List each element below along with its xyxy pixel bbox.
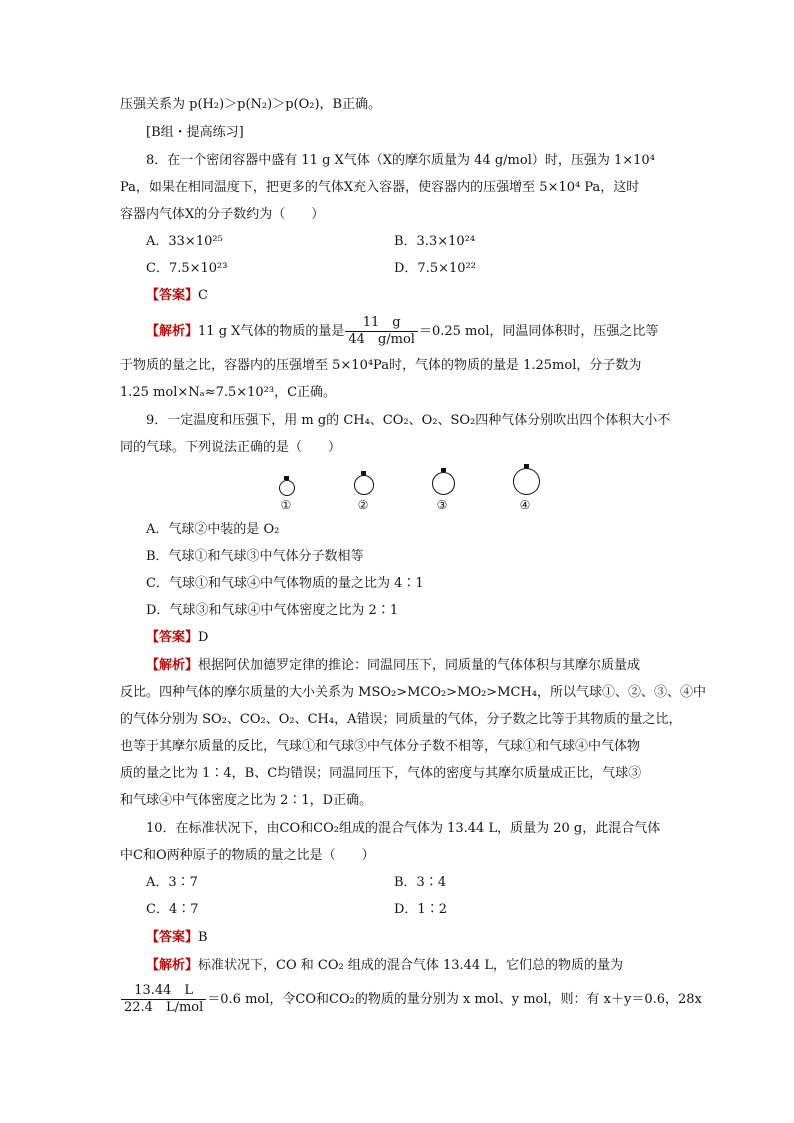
q10-option-c: C．4∶7 <box>146 902 199 917</box>
q9-option-d: D．气球③和气球④中气体密度之比为 2∶1 <box>146 603 399 618</box>
fraction-numerator: 13.44 L <box>121 983 206 1000</box>
analysis-tag: 【解析】 <box>146 658 199 673</box>
q8-analysis-line1 <box>146 314 706 350</box>
q8-answer-value: C <box>198 288 208 303</box>
q8-option-d: D．7.5×10²² <box>394 261 476 276</box>
q9-option-b: B．气球①和气球③中气体分子数相等 <box>146 549 364 564</box>
q10-option-b: B．3∶4 <box>394 875 447 890</box>
balloon-label: ② <box>357 498 369 512</box>
q9-answer <box>146 628 706 648</box>
q10-option-a: A．3∶7 <box>146 875 198 890</box>
q10-stem-line2: 中C和O两种原子的物质的量之比是（ ） <box>120 848 375 863</box>
q8-fraction <box>345 315 418 348</box>
q10-fraction <box>121 983 206 1016</box>
q8-stem-line2: Pa，如果在相同温度下，把更多的气体X充入容器，使容器内的压强增至 5×10⁴ Pa，这时 <box>120 180 640 195</box>
prev-analysis-end: 压强关系为 p(H₂)＞p(N₂)＞p(O₂)，B正确。 <box>120 97 382 112</box>
answer-tag: 【答案】 <box>146 288 199 303</box>
q9-analysis-line6: 和气球④中气体密度之比为 2∶1，D正确。 <box>120 793 373 808</box>
q10-analysis-line2 <box>120 982 702 1018</box>
q10-analysis-text: ＝0.6 mol，令CO和CO₂的物质的量分别为 x mol、y mol，则：有 x＋y＝0.6，28x <box>207 992 702 1007</box>
q8-option-b: B．3.3×10²⁴ <box>394 234 476 249</box>
q8-analysis-text: ＝0.25 mol，同温同体积时，压强之比等 <box>418 324 659 339</box>
answer-tag: 【答案】 <box>146 930 199 945</box>
analysis-tag: 【解析】 <box>146 324 199 339</box>
q10-answer <box>146 928 706 948</box>
q8-analysis-line3: 1.25 mol×Nₐ≈7.5×10²³，C正确。 <box>120 385 337 400</box>
q9-analysis-line5: 质的量之比为 1∶4，B、C均错误；同温同压下，气体的密度与其摩尔质量成正比，气球③ <box>120 766 642 781</box>
fraction-denominator: 44 g/mol <box>348 332 415 347</box>
q8-answer <box>146 286 706 306</box>
q8-analysis-text: 11 g X气体的物质的量是 <box>198 324 345 339</box>
q10-answer-value: B <box>198 930 208 945</box>
q10-analysis-text: 标准状况下，CO 和 CO₂ 组成的混合气体 13.44 L，它们总的物质的量为 <box>198 958 623 973</box>
q9-analysis-line1 <box>146 656 706 676</box>
q8-stem-line3: 容器内气体X的分子数约为（ ） <box>120 207 325 222</box>
q9-stem-line1: 9．一定温度和压强下，用 m g的 CH₄、CO₂、O₂、SO₂四种气体分别吹出四个体积大小不 <box>146 413 671 428</box>
balloon-label: ① <box>280 498 292 512</box>
fraction-numerator: 11 g <box>345 315 418 332</box>
section-heading: [B组・提高练习] <box>146 125 244 140</box>
q8-stem-line1: 8．在一个密闭容器中盛有 11 g X气体（X的摩尔质量为 44 g/mol）时，压强为 1×10⁴ <box>146 153 655 168</box>
fraction-denominator: 22.4 L/mol <box>124 1000 204 1015</box>
q8-analysis-line2: 于物质的量之比，容器内的压强增至 5×10⁴Pa时，气体的物质的量是 1.25mol，分子数为 <box>120 358 642 373</box>
q10-option-d: D．1∶2 <box>394 902 447 917</box>
balloon-label: ③ <box>436 498 448 512</box>
q9-option-a: A．气球②中装的是 O₂ <box>146 522 280 537</box>
q9-stem-line2: 同的气球。下列说法正确的是（ ） <box>120 440 342 455</box>
analysis-tag: 【解析】 <box>146 958 199 973</box>
q9-option-c: C．气球①和气球④中气体物质的量之比为 4∶1 <box>146 576 424 591</box>
q9-analysis-text: 根据阿伏加德罗定律的推论：同温同压下，同质量的气体体积与其摩尔质量成 <box>198 658 641 673</box>
balloon-label: ④ <box>519 498 531 512</box>
answer-tag: 【答案】 <box>146 630 199 645</box>
q9-analysis-line3: 的气体分别为 SO₂、CO₂、O₂、CH₄，A错误；同质量的气体，分子数之比等于其物质的量之比， <box>120 712 682 727</box>
q10-analysis-line1 <box>146 956 706 976</box>
q9-analysis-line4: 也等于其摩尔质量的反比，气球①和气球③中气体分子数不相等，气球①和气球④中气体物 <box>120 739 641 754</box>
q8-option-c: C．7.5×10²³ <box>146 261 228 276</box>
q10-stem-line1: 10．在标准状况下，由CO和CO₂组成的混合气体为 13.44 L，质量为 20 g，此混合气体 <box>146 821 661 836</box>
q9-analysis-line2: 反比。四种气体的摩尔质量的大小关系为 MSO₂>MCO₂>MO₂>MCH₄，所以气球①、②、③、④中 <box>120 685 707 700</box>
balloon-figure <box>275 468 555 518</box>
q8-option-a: A．33×10²⁵ <box>146 234 223 249</box>
q9-answer-value: D <box>198 630 209 645</box>
